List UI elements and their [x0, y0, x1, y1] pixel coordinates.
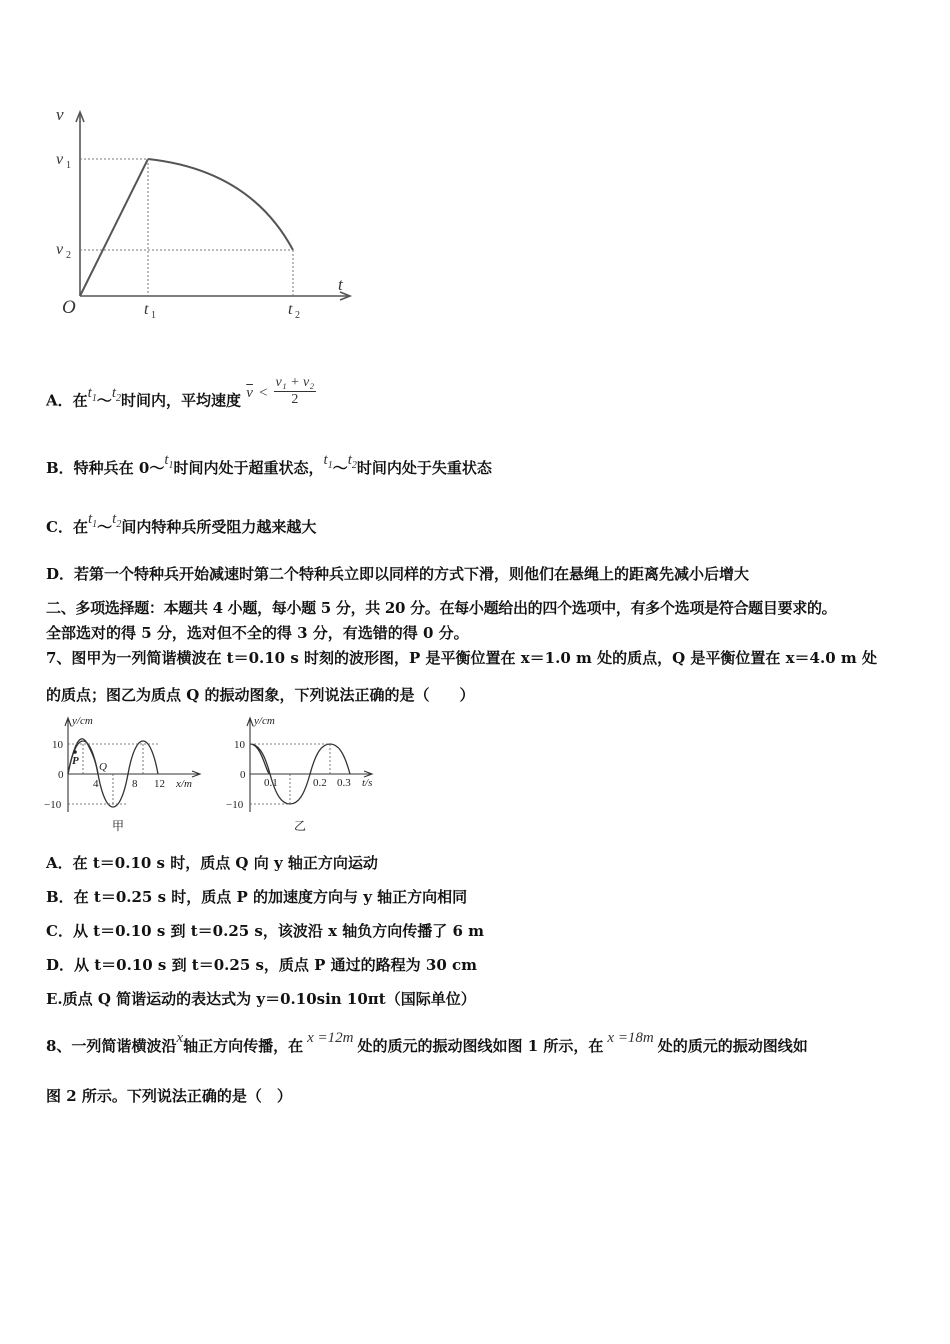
- q7-option-a: A．在 t＝0.10 s 时，质点 Q 向 y 轴正方向运动: [46, 854, 378, 872]
- q7-option-c: C．从 t＝0.10 s 到 t＝0.25 s，该波沿 x 轴负方向传播了 6 m: [46, 922, 485, 940]
- yi-xlabel: t/s: [362, 777, 373, 789]
- q6-b-t1b-sub: 1: [327, 460, 333, 471]
- jia-xlabel: x/m: [176, 778, 192, 790]
- q7-option-b: B．在 t＝0.25 s 时，质点 P 的加速度方向与 y 轴正方向相同: [46, 888, 468, 906]
- q8-pos1: x =12m: [307, 1030, 354, 1046]
- q7-figure-yi: [222, 712, 387, 837]
- vt-t2-label: t: [288, 301, 293, 318]
- q7-stem-line2: 的质点；图乙为质点 Q 的振动图象，下列说法正确的是（ ）: [46, 686, 475, 704]
- vt-t1-label: t: [144, 301, 149, 318]
- q6-a-frac-den: 2: [291, 392, 299, 407]
- vt-t2-sub: 2: [295, 310, 300, 321]
- q7-figure-jia: [40, 712, 210, 837]
- q7-stem-line1: 7、图甲为一列简谐横波在 t＝0.10 s 时刻的波形图，P 是平衡位置在 x＝1.0 m 处的质点，Q 是平衡位置在 x＝4.0 m 处: [46, 649, 877, 667]
- q8-pos2: x =18m: [607, 1030, 654, 1046]
- jia-x-tick-4: 4: [93, 778, 99, 790]
- q6-a-tilde: ～: [96, 391, 112, 410]
- yi-ylabel: y/cm: [254, 715, 275, 727]
- section2-line2: 全部选对的得 5 分，选对但不全的得 3 分，有选错的得 0 分。: [46, 624, 469, 642]
- yi-t-tick-01: 0.1: [264, 777, 278, 789]
- vt-axis-x-label: t: [338, 275, 343, 294]
- yi-y-top: 10: [234, 739, 245, 751]
- jia-label-p: P: [72, 755, 79, 767]
- vt-accel-line: [80, 159, 148, 296]
- q6-b-end: 时间内处于失重状态: [356, 459, 492, 477]
- q6-b-t1: t: [164, 452, 169, 468]
- vt-decel-curve: [148, 159, 293, 250]
- q8-prefix: 8、一列简谐横波沿: [46, 1037, 177, 1055]
- vt-v1-label: v: [56, 151, 64, 168]
- jia-y-top: 10: [52, 739, 63, 751]
- q6-b-t2-sub: 2: [351, 460, 357, 471]
- q8-mid1: 轴正方向传播，在: [183, 1037, 304, 1055]
- jia-x-tick-12: 12: [154, 778, 165, 790]
- q6-c-t1-sub: 1: [92, 519, 98, 530]
- jia-point-p: [73, 750, 77, 754]
- q6-option-b: [46, 452, 492, 480]
- jia-y-bottom: −10: [44, 799, 62, 811]
- vt-v2-label: v: [56, 241, 64, 258]
- vt-graph: [50, 100, 360, 330]
- q7-option-e: E.质点 Q 简谐运动的表达式为 y＝0.10sin 10πt（国际单位）: [46, 990, 476, 1008]
- vt-origin-label: O: [62, 297, 76, 318]
- vt-v2-sub: 2: [66, 250, 71, 261]
- q6-c-t1: t: [87, 511, 93, 527]
- q6-a-lt: <: [258, 384, 269, 401]
- q6-b-prefix: B．特种兵在 0～: [46, 459, 165, 477]
- jia-label-q: Q: [99, 761, 107, 773]
- jia-ylabel: y/cm: [72, 715, 93, 727]
- q7-option-d: D．从 t＝0.10 s 到 t＝0.25 s，质点 P 通过的路程为 30 cm: [46, 956, 477, 974]
- q6-c-end: 间内特种兵所受阻力越来越大: [121, 518, 317, 536]
- q8-end: 处的质元的振动图线如: [657, 1037, 808, 1055]
- yi-y-zero: 0: [240, 769, 246, 781]
- q8-mid2: 处的质元的振动图线如图 1 所示，在: [357, 1037, 604, 1055]
- q6-b-t2: t: [347, 452, 352, 468]
- q6-a-t2: t: [111, 384, 116, 401]
- yi-t-tick-03: 0.3: [337, 777, 351, 789]
- jia-caption: 甲: [112, 819, 125, 833]
- yi-t-tick-02: 0.2: [313, 777, 327, 789]
- q6-c-t2: t: [112, 511, 117, 527]
- q6-a-t2-sub: 2: [116, 392, 121, 404]
- q6-b-tilde: ～: [332, 459, 348, 477]
- q6-c-t2-sub: 2: [116, 519, 122, 530]
- q6-b-mid: 时间内处于超重状态，: [173, 459, 324, 477]
- q6-a-t1-sub: 1: [91, 392, 97, 404]
- q6-b-t1-sub: 1: [168, 460, 174, 471]
- q8-x: x: [176, 1030, 184, 1046]
- q6-c-tilde: ～: [97, 518, 113, 536]
- q6-b-t1b: t: [323, 452, 328, 468]
- q6-option-a: [46, 375, 316, 418]
- q6-a-frac-num: v₁ + v₂: [275, 375, 315, 390]
- q6-a-mid: 时间内，平均速度: [121, 391, 242, 410]
- vt-v1-sub: 1: [66, 160, 71, 171]
- q8-stem-line2: 图 2 所示。下列说法正确的是（ ）: [46, 1087, 292, 1105]
- q6-option-d: D．若第一个特种兵开始减速时第二个特种兵立即以同样的方式下滑，则他们在悬绳上的距离先减小后增大: [46, 565, 750, 583]
- vt-t1-sub: 1: [151, 310, 156, 321]
- yi-caption: 乙: [294, 819, 307, 833]
- q8-stem-line1: [46, 1030, 808, 1056]
- jia-y-zero: 0: [58, 769, 64, 781]
- q6-a-vbar: $\overline{v}$: [246, 384, 253, 401]
- section2-line1: 二、多项选择题：本题共 4 小题，每小题 5 分，共 20 分。在每小题给出的四个选项中，有多个选项是符合题目要求的。: [46, 599, 837, 617]
- vt-axis-y-label: v: [56, 105, 64, 124]
- q6-a-prefix: A．在: [46, 391, 88, 410]
- q6-a-t1: t: [87, 384, 92, 401]
- yi-y-bottom: −10: [226, 799, 244, 811]
- q6-c-prefix: C．在: [46, 518, 88, 536]
- q6-option-c: [46, 511, 317, 539]
- jia-x-tick-8: 8: [132, 778, 138, 790]
- q6-a-fraction: [274, 375, 317, 408]
